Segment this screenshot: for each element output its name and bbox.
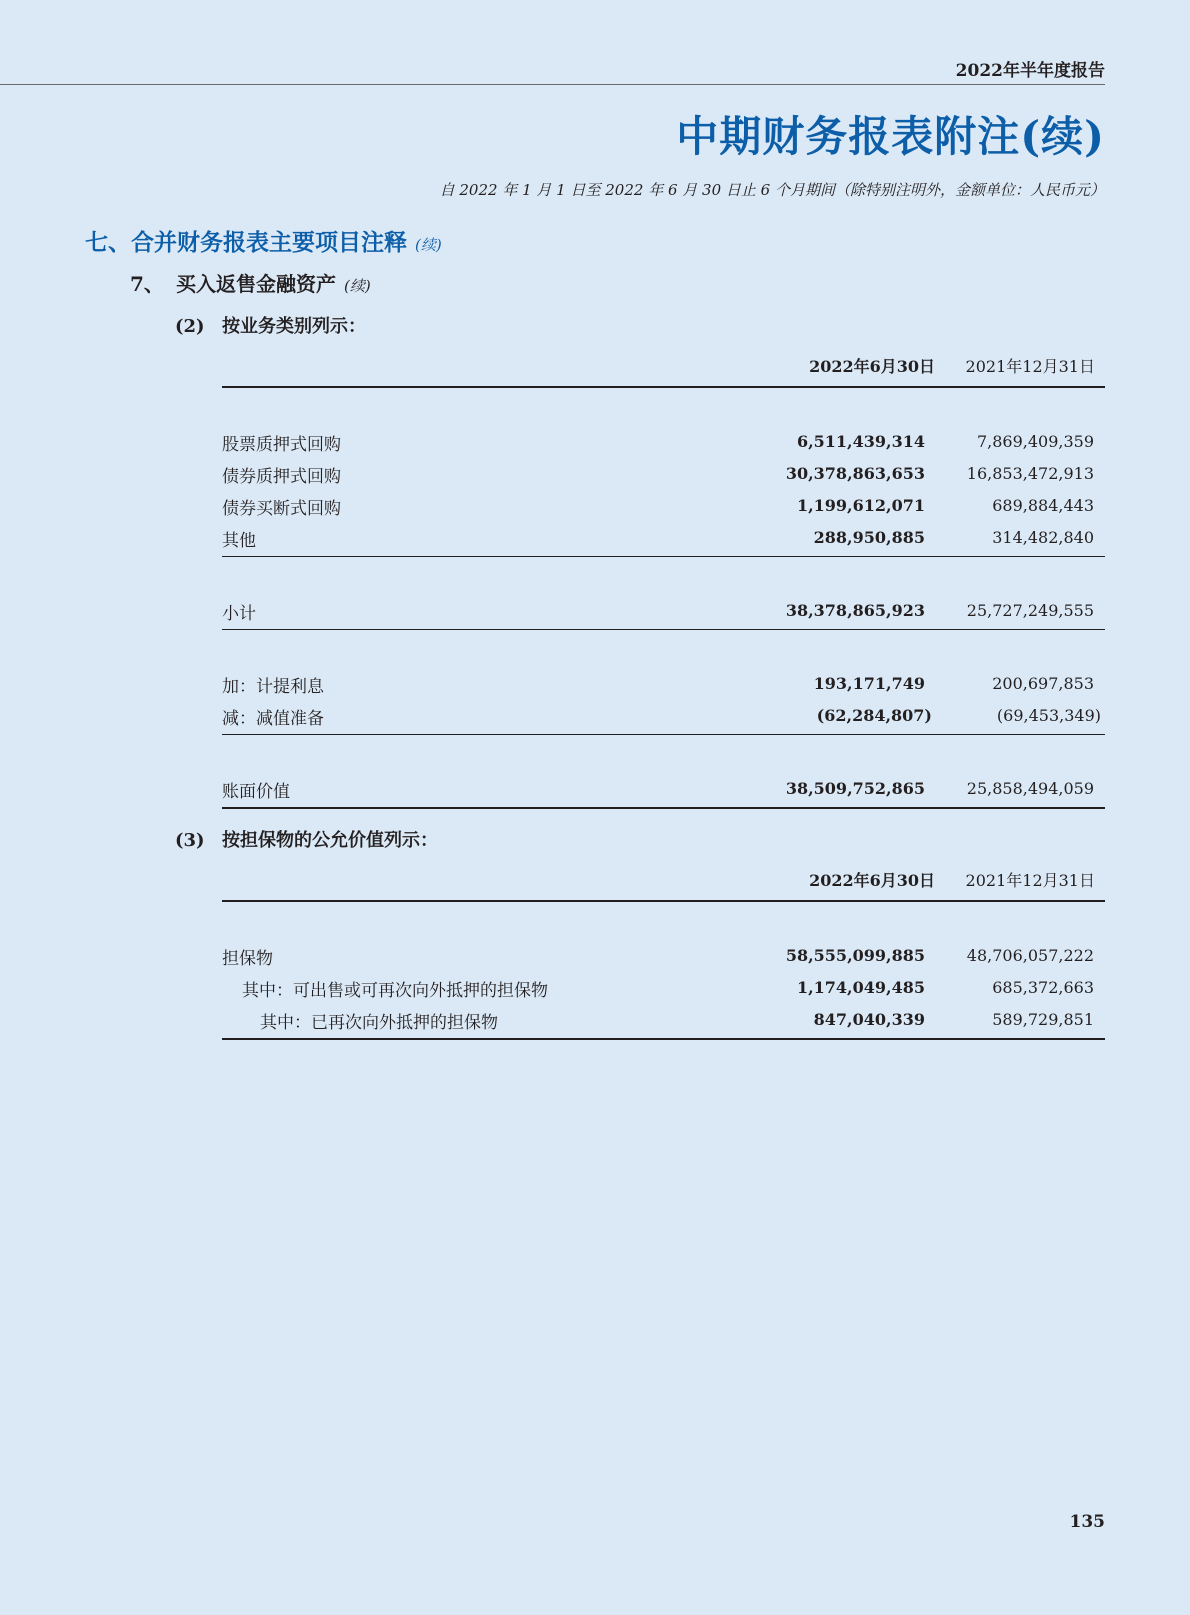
table-rule: [222, 1038, 1105, 1040]
row-label: 其中：可出售或可再次向外抵押的担保物: [242, 981, 548, 1001]
row-value-2021: 25,858,494,059: [966, 779, 1094, 798]
spacer: [222, 557, 1105, 595]
row-value-2021: 16,853,472,913: [966, 464, 1094, 483]
row-label: 账面价值: [222, 782, 290, 802]
row-value-2022: 193,171,749: [813, 674, 925, 693]
table-row: [222, 700, 1105, 732]
part3-title: [175, 826, 438, 852]
table-row: [222, 972, 1105, 1004]
row-label: 股票质押式回购: [222, 435, 341, 455]
spacer: [222, 630, 1105, 668]
spacer: [222, 735, 1105, 773]
row-label: 其他: [222, 531, 256, 551]
row-value-2022: 847,040,339: [813, 1010, 925, 1029]
row-label: 担保物: [222, 949, 273, 969]
section-title: [85, 224, 442, 257]
subtotal-row: [222, 595, 1105, 627]
row-value-2021: 685,372,663: [992, 978, 1094, 997]
table-row: [222, 426, 1105, 458]
part2-title: [175, 312, 366, 338]
sub-section-continued: (续): [344, 277, 371, 295]
table-rule: [222, 807, 1105, 809]
table-row: [222, 668, 1105, 700]
row-label: 小计: [222, 604, 256, 624]
section-title-text: 七、合并财务报表主要项目注释: [85, 229, 407, 256]
table-row: [222, 522, 1105, 554]
spacer: [222, 388, 1105, 426]
part2-number: (2): [175, 316, 205, 337]
row-value-2021: 689,884,443: [992, 496, 1094, 515]
table-row: [222, 490, 1105, 522]
col-header-2021: 2021年12月31日: [965, 871, 1095, 890]
business-type-table: [222, 352, 1105, 809]
row-value-2022: 1,174,049,485: [796, 978, 925, 997]
period-note: 自 2022 年 1 月 1 日至 2022 年 6 月 30 日止 6 个月期间（除特别注明外，金额单位：人民币元）: [439, 181, 1105, 199]
row-value-2022: 58,555,099,885: [785, 946, 925, 965]
page-heading: 中期财务报表附注(续): [676, 112, 1105, 161]
row-value-2022: 288,950,885: [813, 528, 925, 547]
part2-title-text: 按业务类别列示：: [222, 316, 366, 337]
section-continued: (续): [415, 236, 442, 254]
row-label: 债券质押式回购: [222, 467, 341, 487]
total-row: [222, 773, 1105, 805]
row-value-2022: 38,378,865,923: [785, 601, 925, 620]
sub-section-text: 买入返售金融资产: [176, 272, 336, 296]
row-value-2022: 30,378,863,653: [785, 464, 925, 483]
table-header: [222, 866, 1105, 902]
col-header-2021: 2021年12月31日: [965, 357, 1095, 376]
report-title: 2022年半年度报告: [955, 61, 1105, 81]
header-rule: [0, 84, 1105, 85]
row-value-2021: 48,706,057,222: [966, 946, 1094, 965]
row-label: 减：减值准备: [222, 709, 324, 729]
page-number: 135: [1069, 1512, 1105, 1532]
col-header-2022: 2022年6月30日: [809, 357, 935, 376]
sub-section-number: 7、: [130, 272, 164, 296]
table-row: [222, 1004, 1105, 1036]
collateral-table: [222, 866, 1105, 1040]
row-value-2022: 6,511,439,314: [796, 432, 925, 451]
row-value-2021: 314,482,840: [992, 528, 1094, 547]
spacer: [222, 902, 1105, 940]
row-value-2022: (62,284,807): [816, 706, 932, 725]
row-value-2022: 1,199,612,071: [796, 496, 925, 515]
table-row: [222, 458, 1105, 490]
table-header: [222, 352, 1105, 388]
row-label: 其中：已再次向外抵押的担保物: [260, 1013, 498, 1033]
row-value-2022: 38,509,752,865: [785, 779, 925, 798]
row-value-2021: (69,453,349): [996, 706, 1101, 725]
row-value-2021: 589,729,851: [992, 1010, 1094, 1029]
row-value-2021: 25,727,249,555: [966, 601, 1094, 620]
sub-section-title: [130, 268, 371, 297]
row-value-2021: 200,697,853: [992, 674, 1094, 693]
row-value-2021: 7,869,409,359: [976, 432, 1094, 451]
part3-number: (3): [175, 830, 205, 851]
col-header-2022: 2022年6月30日: [809, 871, 935, 890]
row-label: 加：计提利息: [222, 677, 324, 697]
row-label: 债券买断式回购: [222, 499, 341, 519]
part3-title-text: 按担保物的公允价值列示：: [222, 830, 438, 851]
table-row: [222, 940, 1105, 972]
